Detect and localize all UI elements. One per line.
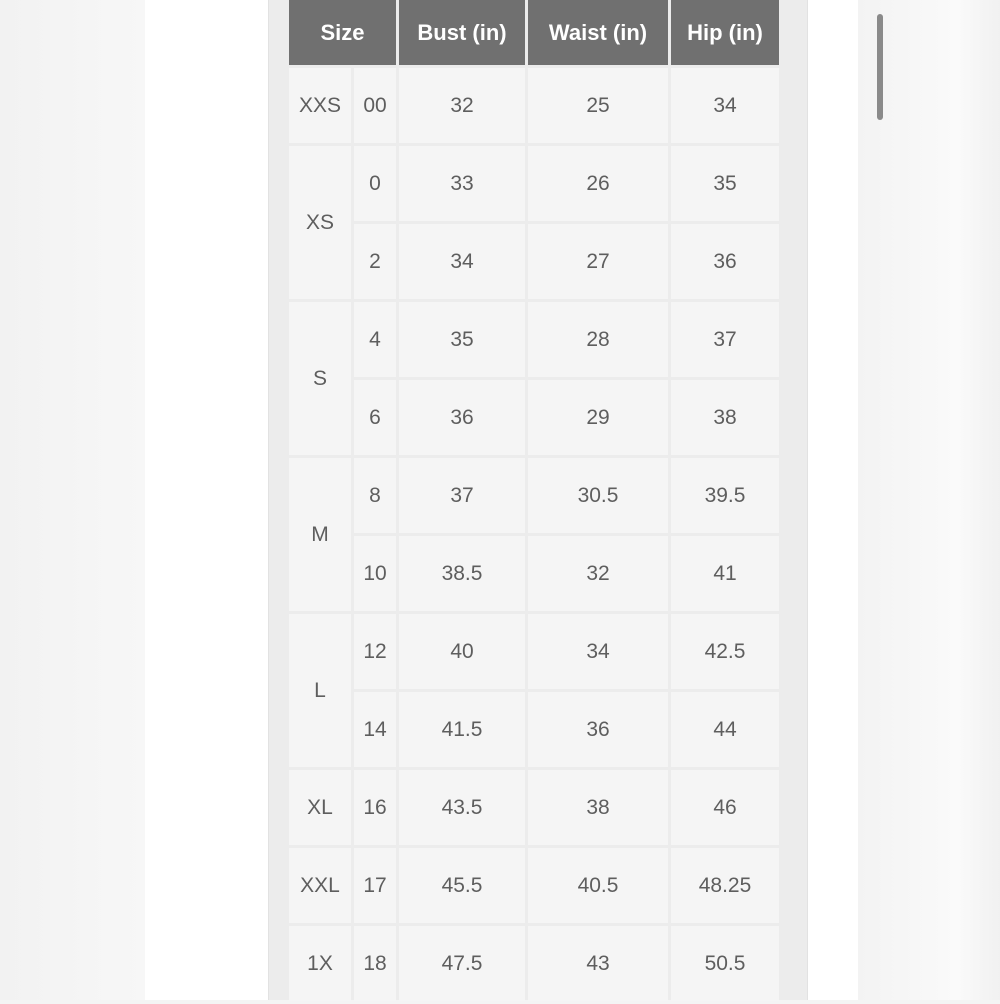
waist-value: 30.5 [528,458,668,533]
hip-value: 46 [671,770,779,845]
size-number: 00 [354,68,396,143]
size-number: 8 [354,458,396,533]
size-label: XL [289,770,351,845]
hip-value: 44 [671,692,779,767]
table-row [289,770,779,845]
background-right [858,0,1000,1000]
table-row [289,68,779,143]
bust-value: 32 [399,68,525,143]
hip-value: 37 [671,302,779,377]
waist-value: 40.5 [528,848,668,923]
size-chart-table [286,0,782,1004]
size-label: M [289,458,351,611]
size-label: XXS [289,68,351,143]
waist-value: 26 [528,146,668,221]
size-number: 0 [354,146,396,221]
table-row [289,926,779,1001]
size-number: 12 [354,614,396,689]
waist-value: 28 [528,302,668,377]
hip-value: 35 [671,146,779,221]
bust-value: 37 [399,458,525,533]
bust-value: 47.5 [399,926,525,1001]
size-number: 17 [354,848,396,923]
waist-value: 34 [528,614,668,689]
size-number: 16 [354,770,396,845]
waist-value: 36 [528,692,668,767]
size-number: 6 [354,380,396,455]
table-row [289,536,779,611]
hip-value: 42.5 [671,614,779,689]
hip-value: 38 [671,380,779,455]
table-row [289,458,779,533]
size-label: L [289,614,351,767]
size-label: XXL [289,848,351,923]
hip-value: 34 [671,68,779,143]
bust-value: 36 [399,380,525,455]
waist-value: 25 [528,68,668,143]
bust-value: 45.5 [399,848,525,923]
waist-value: 29 [528,380,668,455]
size-number: 18 [354,926,396,1001]
table-row [289,146,779,221]
bust-value: 35 [399,302,525,377]
table-row [289,614,779,689]
bust-value: 41.5 [399,692,525,767]
waist-value: 27 [528,224,668,299]
hip-value: 36 [671,224,779,299]
scrollbar-thumb[interactable] [877,14,883,120]
waist-value: 32 [528,536,668,611]
bust-value: 43.5 [399,770,525,845]
table-row [289,224,779,299]
waist-value: 38 [528,770,668,845]
header-hip: Hip (in) [671,0,779,65]
table-row [289,692,779,767]
size-label: 1X [289,926,351,1001]
waist-value: 43 [528,926,668,1001]
header-size: Size [289,0,396,65]
hip-value: 41 [671,536,779,611]
size-label: S [289,302,351,455]
bust-value: 33 [399,146,525,221]
hip-value: 50.5 [671,926,779,1001]
table-row [289,302,779,377]
hip-value: 48.25 [671,848,779,923]
size-number: 4 [354,302,396,377]
bust-value: 34 [399,224,525,299]
header-row [289,0,779,65]
table-row [289,380,779,455]
size-number: 10 [354,536,396,611]
bust-value: 40 [399,614,525,689]
header-waist: Waist (in) [528,0,668,65]
table-row [289,848,779,923]
size-number: 14 [354,692,396,767]
size-label: XS [289,146,351,299]
bust-value: 38.5 [399,536,525,611]
background-left [0,0,145,1000]
hip-value: 39.5 [671,458,779,533]
size-number: 2 [354,224,396,299]
header-bust: Bust (in) [399,0,525,65]
